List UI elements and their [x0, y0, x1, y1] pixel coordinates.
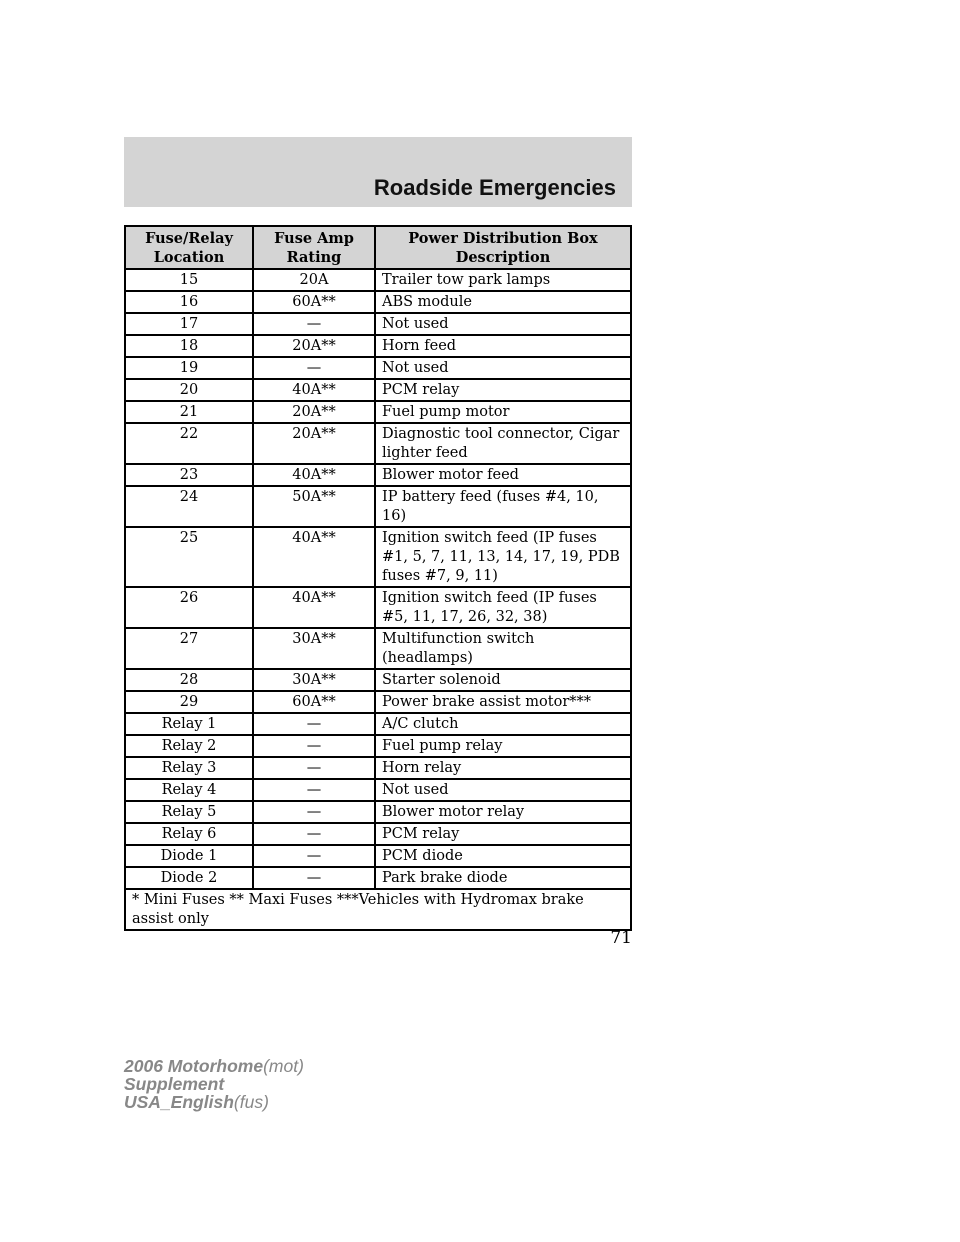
cell-amp-rating: — [253, 779, 375, 801]
cell-amp-rating: — [253, 845, 375, 867]
cell-location: 22 [125, 423, 253, 464]
table-row [125, 757, 631, 779]
table-row [125, 401, 631, 423]
column-header-location [125, 226, 253, 269]
cell-location: 29 [125, 691, 253, 713]
cell-amp-rating: 20A [253, 269, 375, 291]
cell-amp-rating: — [253, 801, 375, 823]
cell-amp-rating: 60A** [253, 291, 375, 313]
table-row [125, 423, 631, 464]
cell-location: Diode 2 [125, 867, 253, 889]
cell-location: Relay 5 [125, 801, 253, 823]
cell-location: 26 [125, 587, 253, 628]
cell-description: PCM relay [375, 823, 631, 845]
cell-location: 19 [125, 357, 253, 379]
cell-description: IP battery feed (fuses #4, 10, 16) [375, 486, 631, 527]
cell-description: Horn relay [375, 757, 631, 779]
table-row [125, 779, 631, 801]
table-row [125, 713, 631, 735]
document-footer [124, 1057, 304, 1111]
cell-amp-rating: — [253, 313, 375, 335]
cell-description: Power brake assist motor*** [375, 691, 631, 713]
cell-location: Relay 1 [125, 713, 253, 735]
table-row [125, 464, 631, 486]
cell-description: Starter solenoid [375, 669, 631, 691]
section-title: Roadside Emergencies [373, 175, 616, 200]
cell-description: Trailer tow park lamps [375, 269, 631, 291]
cell-location: 20 [125, 379, 253, 401]
table-row [125, 801, 631, 823]
cell-amp-rating: — [253, 357, 375, 379]
cell-location: 23 [125, 464, 253, 486]
cell-description: Fuel pump motor [375, 401, 631, 423]
cell-description: Blower motor feed [375, 464, 631, 486]
cell-amp-rating: 50A** [253, 486, 375, 527]
cell-amp-rating: — [253, 757, 375, 779]
table-row [125, 867, 631, 889]
table-row [125, 669, 631, 691]
table-row [125, 628, 631, 669]
table-row [125, 845, 631, 867]
cell-location: 21 [125, 401, 253, 423]
cell-amp-rating: — [253, 867, 375, 889]
cell-location: 15 [125, 269, 253, 291]
footer-line-2: Supplement [124, 1074, 225, 1094]
cell-description: PCM relay [375, 379, 631, 401]
cell-amp-rating: — [253, 713, 375, 735]
table-row [125, 823, 631, 845]
table-row [125, 379, 631, 401]
table-header-row [125, 226, 631, 269]
cell-description: Not used [375, 357, 631, 379]
cell-location: 18 [125, 335, 253, 357]
column-header-amp-line2: Rating [286, 249, 342, 266]
table-row [125, 691, 631, 713]
column-header-description [375, 226, 631, 269]
cell-amp-rating: — [253, 823, 375, 845]
cell-amp-rating: 20A** [253, 423, 375, 464]
cell-description: Diagnostic tool connector, Cigar lighter feed [375, 423, 631, 464]
cell-amp-rating: 40A** [253, 464, 375, 486]
table-row [125, 486, 631, 527]
column-header-location-line1: Fuse/Relay [145, 230, 233, 247]
cell-amp-rating: 30A** [253, 628, 375, 669]
cell-description: A/C clutch [375, 713, 631, 735]
cell-description: Multifunction switch (headlamps) [375, 628, 631, 669]
cell-description: Blower motor relay [375, 801, 631, 823]
cell-location: 28 [125, 669, 253, 691]
cell-description: ABS module [375, 291, 631, 313]
footer-model: 2006 Motorhome [124, 1056, 264, 1076]
cell-description: Ignition switch feed (IP fuses #5, 11, 17, 26, 32, 38) [375, 587, 631, 628]
cell-description: Park brake diode [375, 867, 631, 889]
cell-location: 25 [125, 527, 253, 587]
table-row [125, 527, 631, 587]
table-footnote: * Mini Fuses ** Maxi Fuses ***Vehicles with Hydromax brake assist only [125, 889, 631, 930]
table-row [125, 313, 631, 335]
footer-line-1 [124, 1057, 304, 1075]
column-header-description-line2: Description [455, 249, 551, 266]
cell-description: Ignition switch feed (IP fuses #1, 5, 7, 11, 13, 14, 17, 19, PDB fuses #7, 9, 11) [375, 527, 631, 587]
table-row [125, 587, 631, 628]
column-header-description-line1: Power Distribution Box [408, 230, 598, 247]
section-header-band [124, 137, 632, 207]
cell-location: Relay 4 [125, 779, 253, 801]
table-row [125, 335, 631, 357]
cell-amp-rating: — [253, 735, 375, 757]
column-header-amp-line1: Fuse Amp [274, 230, 354, 247]
column-header-amp [253, 226, 375, 269]
cell-amp-rating: 20A** [253, 335, 375, 357]
cell-amp-rating: 40A** [253, 587, 375, 628]
table-row [125, 269, 631, 291]
footer-line-3 [124, 1093, 304, 1111]
cell-location: 24 [125, 486, 253, 527]
table-row [125, 291, 631, 313]
fuse-table [124, 225, 632, 931]
cell-amp-rating: 40A** [253, 527, 375, 587]
cell-location: Relay 3 [125, 757, 253, 779]
cell-amp-rating: 30A** [253, 669, 375, 691]
cell-amp-rating: 60A** [253, 691, 375, 713]
cell-description: Horn feed [375, 335, 631, 357]
fuse-table-body [125, 269, 631, 889]
table-row [125, 357, 631, 379]
cell-description: Not used [375, 779, 631, 801]
column-header-location-line2: Location [153, 249, 225, 266]
cell-location: 16 [125, 291, 253, 313]
footer-language: USA_English [124, 1092, 234, 1112]
cell-location: Relay 6 [125, 823, 253, 845]
table-row [125, 735, 631, 757]
cell-location: 17 [125, 313, 253, 335]
footnote-row [125, 889, 631, 930]
page-number: 71 [610, 928, 632, 948]
footer-model-code: (mot) [263, 1056, 304, 1076]
cell-description: PCM diode [375, 845, 631, 867]
cell-amp-rating: 20A** [253, 401, 375, 423]
cell-location: Diode 1 [125, 845, 253, 867]
cell-amp-rating: 40A** [253, 379, 375, 401]
cell-location: 27 [125, 628, 253, 669]
cell-location: Relay 2 [125, 735, 253, 757]
footer-language-code: (fus) [233, 1092, 269, 1112]
cell-description: Not used [375, 313, 631, 335]
cell-description: Fuel pump relay [375, 735, 631, 757]
